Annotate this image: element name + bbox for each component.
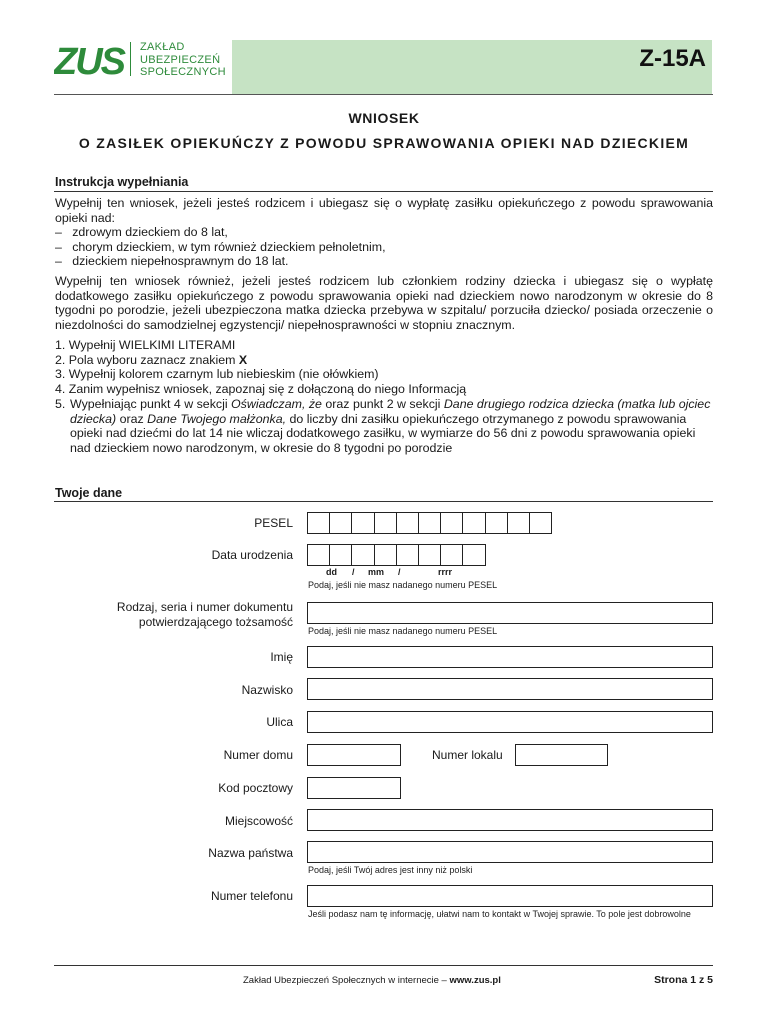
postcode-label: Kod pocztowy [218, 781, 293, 795]
house-number-input[interactable] [307, 744, 401, 766]
house-number-label: Numer domu [223, 748, 293, 762]
instruction-mark: X [238, 353, 248, 367]
country-hint: Podaj, jeśli Twój adres jest inny niż polski [308, 865, 473, 875]
doc-hint: Podaj, jeśli nie masz nadanego numeru PESEL [308, 626, 498, 636]
personal-heading: Twoje dane [55, 486, 123, 500]
instructions-intro: Wypełnij ten wniosek, jeżeli jesteś rodzicem i ubiegasz się o wypłatę zasiłku opiekuńczego z powodu sprawowania opieki nad: [55, 196, 713, 225]
logo-line-3: SPOŁECZNYCH [140, 66, 226, 78]
pesel-digit-cell[interactable] [329, 512, 352, 534]
form-subtitle: O ZASIŁEK OPIEKUŃCZY Z POWODU SPRAWOWANIA OPIEKI NAD DZIECKIEM [78, 135, 690, 151]
dash-item: – dzieckiem niepełnosprawnym do 18 lat. [55, 254, 289, 268]
pesel-digit-cell[interactable] [440, 512, 463, 534]
pesel-digit-cell[interactable] [507, 512, 530, 534]
logo-line-1: ZAKŁAD [140, 41, 185, 53]
dash-item-text: chorym dzieckiem, w tym również dzieckiem pełnoletnim, [72, 240, 386, 254]
dob-year-cell[interactable] [418, 544, 441, 566]
pesel-digit-cell[interactable] [529, 512, 552, 534]
dob-mm-hint: mm [368, 567, 385, 577]
instruction-item-2-text: 2. Pola wyboru zaznacz znakiem [55, 353, 239, 367]
dob-year-cell[interactable] [440, 544, 463, 566]
dob-month-cell[interactable] [374, 544, 397, 566]
dob-month-cell[interactable] [351, 544, 374, 566]
logo-line-2: UBEZPIECZEŃ [140, 53, 221, 66]
footer-text [243, 975, 501, 986]
dob-year-cell[interactable] [396, 544, 419, 566]
dob-day-cell[interactable] [329, 544, 352, 566]
instruction-item-3: 3. Wypełnij kolorem czarnym lub niebieskim (nie ołówkiem) [55, 367, 379, 381]
pesel-label: PESEL [254, 516, 293, 530]
item5-text-a: Wypełniając punkt 4 w sekcji [70, 397, 232, 411]
last-name-input[interactable] [307, 678, 713, 700]
logo-separator [130, 42, 131, 76]
dob-separator: / [352, 567, 355, 577]
dash-item-text: zdrowym dzieckiem do 8 lat, [72, 225, 228, 239]
header-divider [54, 94, 713, 95]
dob-separator: / [398, 567, 401, 577]
doc-label [53, 600, 293, 629]
doc-label-line-2: potwierdzającego tożsamość [138, 614, 293, 629]
pesel-digit-cell[interactable] [396, 512, 419, 534]
instruction-item-5 [55, 397, 713, 455]
personal-divider [54, 501, 713, 502]
phone-label: Numer telefonu [210, 889, 293, 903]
dash-item: – zdrowym dzieckiem do 8 lat, [55, 225, 228, 239]
item5-text-d: Dane drugiego rodzica dziecka (matka lub ojciec dziecka) [70, 397, 711, 426]
doc-label-line-1: Rodzaj, seria i numer dokumentu [116, 600, 293, 614]
dob-day-cell[interactable] [307, 544, 330, 566]
phone-hint: Jeśli podasz nam tę informację, ułatwi nam to kontakt w Twojej sprawie. To pole jest dobrowolne [308, 909, 691, 919]
dob-field[interactable] [307, 544, 486, 566]
dob-year-cell[interactable] [462, 544, 485, 566]
last-name-label: Nazwisko [241, 683, 293, 697]
phone-input[interactable] [307, 885, 713, 907]
pesel-field[interactable] [307, 512, 552, 534]
dash-item: – chorym dzieckiem, w tym również dzieckiem pełnoletnim, [55, 240, 386, 254]
item5-text-c: oraz punkt 2 w sekcji [321, 397, 444, 411]
footer-org-text: Zakład Ubezpieczeń Społecznych w internecie – [243, 975, 450, 986]
svg-text:ZUS: ZUS [54, 41, 124, 83]
footer-divider [54, 965, 713, 966]
instructions-para2: Wypełnij ten wniosek również, jeżeli jesteś rodzicem lub członkiem rodziny dziecka i ubiegasz się o wypłatę dodatkowego zasiłku opiekuńczego z powodu sprawowania opieki nad dzieckiem nowo narodzonym w okresie do 8 tygodni po porodzie, jeżeli ubezpieczona matka dziecka przebywa w szpitalu/ porzuciła dziecko/ posiada orzeczenie o niezdolności do samodzielnej egzystencji/ niepełnosprawności w stopniu znacznym. [55, 274, 713, 332]
instruction-item-5-number: 5. [55, 397, 66, 411]
instruction-item-4: 4. Zanim wypełnisz wniosek, zapoznaj się z dołączoną do niego Informacją [55, 382, 467, 396]
dob-label: Data urodzenia [211, 548, 293, 562]
dob-rrrr-hint: rrrr [438, 567, 453, 577]
dob-hint: Podaj, jeśli nie masz nadanego numeru PESEL [308, 580, 498, 590]
pesel-digit-cell[interactable] [462, 512, 485, 534]
street-label: Ulica [266, 715, 293, 729]
item5-text-e: oraz [116, 411, 148, 426]
instruction-item-1: 1. Wypełnij WIELKIMI LITERAMI [55, 338, 236, 352]
flat-number-input[interactable] [515, 744, 608, 766]
country-input[interactable] [307, 841, 713, 863]
pesel-digit-cell[interactable] [374, 512, 397, 534]
street-input[interactable] [307, 711, 713, 733]
logo-subtitle [140, 41, 226, 79]
instruction-item-2 [55, 353, 247, 368]
form-code: Z-15A [639, 45, 706, 72]
page-number: Strona 1 z 5 [654, 974, 713, 986]
pesel-digit-cell[interactable] [307, 512, 330, 534]
item5-text-f: Dane Twojego małżonka, [147, 411, 287, 426]
dash-item-text: dzieckiem niepełnosprawnym do 18 lat. [72, 254, 289, 268]
first-name-label: Imię [270, 650, 293, 664]
postcode-input[interactable] [307, 777, 401, 799]
pesel-digit-cell[interactable] [485, 512, 508, 534]
pesel-digit-cell[interactable] [418, 512, 441, 534]
country-label: Nazwa państwa [208, 846, 293, 860]
item5-text-g: do liczby dni zasiłku opiekuńczego otrzymanego z powodu sprawowania opieki nad dziećmi do lat 14 nie wliczaj dodatkowego zasiłku, w wymiarze do 56 dni z powodu sprawowania opieki nad dzieckiem nowo narodzonym, w okresie do 8 tygodni po porodzie [70, 411, 696, 455]
form-title: WNIOSEK [348, 110, 420, 126]
flat-number-label: Numer lokalu [432, 748, 503, 762]
city-label: Miejscowość [224, 814, 293, 828]
instructions-heading: Instrukcja wypełniania [55, 175, 189, 189]
first-name-input[interactable] [307, 646, 713, 668]
city-input[interactable] [307, 809, 713, 831]
instructions-divider [54, 191, 713, 192]
item5-text-b: Oświadczam, że [231, 397, 322, 411]
id-document-input[interactable] [307, 602, 713, 624]
pesel-digit-cell[interactable] [351, 512, 374, 534]
dob-dd-hint: dd [326, 567, 337, 577]
footer-url[interactable]: www.zus.pl [449, 975, 501, 986]
